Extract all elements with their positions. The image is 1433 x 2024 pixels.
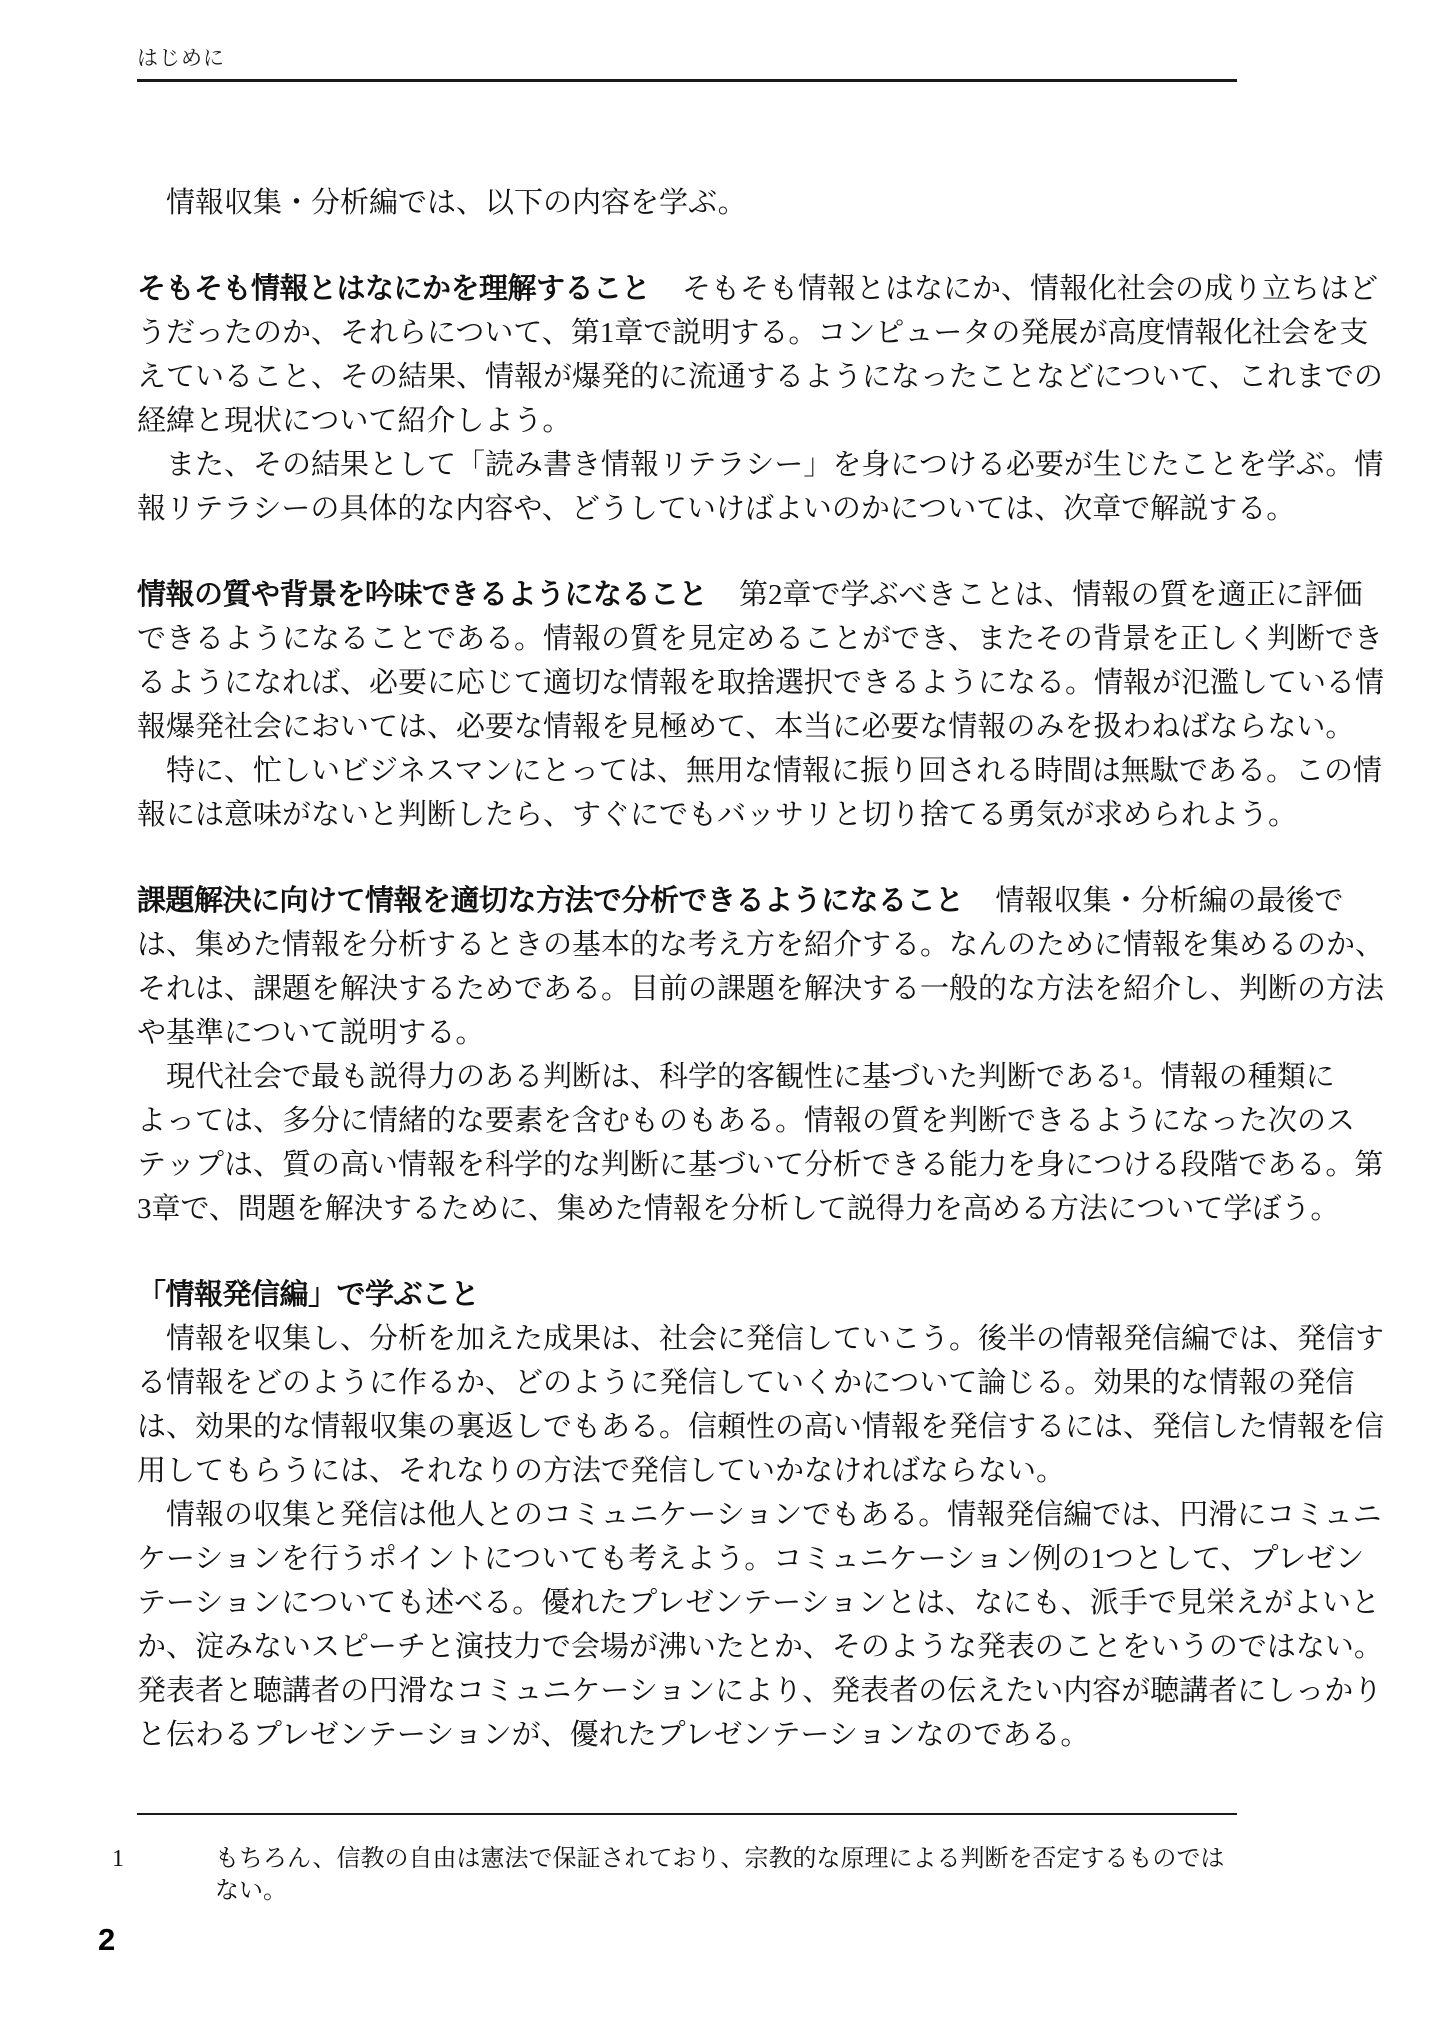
text-line: えていること、その結果、情報が爆発的に流通するようになったことなどについて、これまでの — [137, 361, 1383, 393]
text-line: 特に、忙しいビジネスマンにとっては、無用な情報に振り回される時間は無駄である。この情 — [137, 755, 1382, 787]
section — [137, 1273, 1385, 1757]
text-line — [137, 879, 1344, 923]
text-line: や基準について説明する。 — [137, 1017, 485, 1049]
text-line: 報リテラシーの具体的な内容や、どうしていけばよいのかについては、次章で解説する。 — [137, 493, 1296, 525]
text-line: ケーションを行うポイントについても考えよう。コミュニケーション例の1つとして、プレゼン — [137, 1543, 1365, 1575]
footnote-text: もちろん、信教の自由は憲法で保証されており、宗教的な原理による判断を否定するものではない。 — [215, 1846, 1225, 1904]
text-line: 3章で、問題を解決するために、集めた情報を分析して説得力を高める方法について学ぼう。 — [137, 1193, 1340, 1225]
text-line: と伝わるプレゼンテーションが、優れたプレゼンテーションなのである。 — [137, 1719, 1090, 1751]
text-line: 現代社会で最も説得力のある判断は、科学的客観性に基づいた判断である¹。情報の種類に — [137, 1061, 1335, 1093]
text-line: 情報を収集し、分析を加えた成果は、社会に発信していこう。後半の情報発信編では、発信す — [137, 1323, 1385, 1355]
section-heading: 情報の質や背景を吟味できるようになること — [137, 579, 708, 611]
text-line-segment: そもそも情報とはなにか、情報化社会の成り立ちはど — [682, 273, 1379, 305]
section — [137, 879, 1385, 1231]
text-line: か、淀みないスピーチと演技力で会場が沸いたとか、そのような発表のことをいうのではない。 — [137, 1631, 1383, 1663]
section-heading: そもそも情報とはなにかを理解すること — [137, 273, 651, 305]
text-line: それは、課題を解決するためである。目前の課題を解決する一般的な方法を紹介し、判断の方法 — [137, 973, 1385, 1005]
content-sections — [137, 267, 1385, 1757]
text-line — [137, 573, 1363, 617]
text-line: るようになれば、必要に応じて適切な情報を取捨選択できるようになる。情報が氾濫している情 — [137, 667, 1385, 699]
section-heading: 課題解決に向けて情報を適切な方法で分析できるようになること — [137, 885, 964, 917]
text-line: うだったのか、それらについて、第1章で説明する。コンピュータの発展が高度情報化社会を支 — [137, 317, 1369, 349]
header-rule — [137, 79, 1237, 82]
intro-paragraph: 情報収集・分析編では、以下の内容を学ぶ。 — [137, 187, 747, 219]
text-line-segment: 第2章で学ぶべきことは、情報の質を適正に評価 — [739, 579, 1363, 611]
text-line: は、効果的な情報収集の裏返しでもある。信頼性の高い情報を発信するには、発信した情報を信 — [137, 1411, 1385, 1443]
text-line: よっては、多分に情緒的な要素を含むものもある。情報の質を判断できるようになった次のス — [137, 1105, 1356, 1137]
text-line: テーションについても述べる。優れたプレゼンテーションとは、なにも、派手で見栄えがよいと — [137, 1587, 1380, 1619]
footnote-rule — [137, 1813, 1237, 1815]
text-line: テップは、質の高い情報を科学的な判断に基づいて分析できる能力を身につける段階である。第 — [137, 1149, 1384, 1181]
running-header: はじめに — [137, 47, 225, 70]
footnote-line — [112, 1843, 1237, 1907]
text-line: 報爆発社会においては、必要な情報を見極めて、本当に必要な情報のみを扱わねばならない。 — [137, 711, 1355, 743]
text-line: 報には意味がないと判断したら、すぐにでもバッサリと切り捨てる勇気が求められよう。 — [137, 799, 1298, 831]
text-line: 発表者と聴講者の円滑なコミュニケーションにより、発表者の伝えたい内容が聴講者にしっかり — [137, 1675, 1383, 1707]
section-heading: 「情報発信編」で学ぶこと — [137, 1279, 480, 1311]
text-line: また、その結果として「読み書き情報リテラシー」を身につける必要が生じたことを学ぶ。情 — [137, 449, 1384, 481]
text-line — [137, 267, 1379, 311]
text-line: 経緯と現状について紹介しよう。 — [137, 405, 572, 437]
footnote — [112, 1813, 1237, 1907]
section — [137, 573, 1385, 837]
text-line: る情報をどのように作るか、どのように発信していくかについて論じる。効果的な情報の発信 — [137, 1367, 1355, 1399]
text-line: できるようになることである。情報の質を見定めることができ、またその背景を正しく判断でき — [137, 623, 1383, 655]
text-line: 用してもらうには、それなりの方法で発信していかなければならない。 — [137, 1455, 1066, 1487]
section — [137, 267, 1384, 531]
text-line: 情報の収集と発信は他人とのコミュニケーションでもある。情報発信編では、円滑にコミュニ — [137, 1499, 1382, 1531]
footnote-number: 1 — [112, 1846, 124, 1872]
page-number: 2 — [98, 1922, 116, 1957]
page-header — [137, 46, 1237, 82]
text-line-segment: 情報収集・分析編の最後で — [995, 885, 1344, 917]
text-line: は、集めた情報を分析するときの基本的な考え方を紹介する。なんのために情報を集めるのか、 — [137, 929, 1385, 961]
content — [112, 181, 1385, 1907]
